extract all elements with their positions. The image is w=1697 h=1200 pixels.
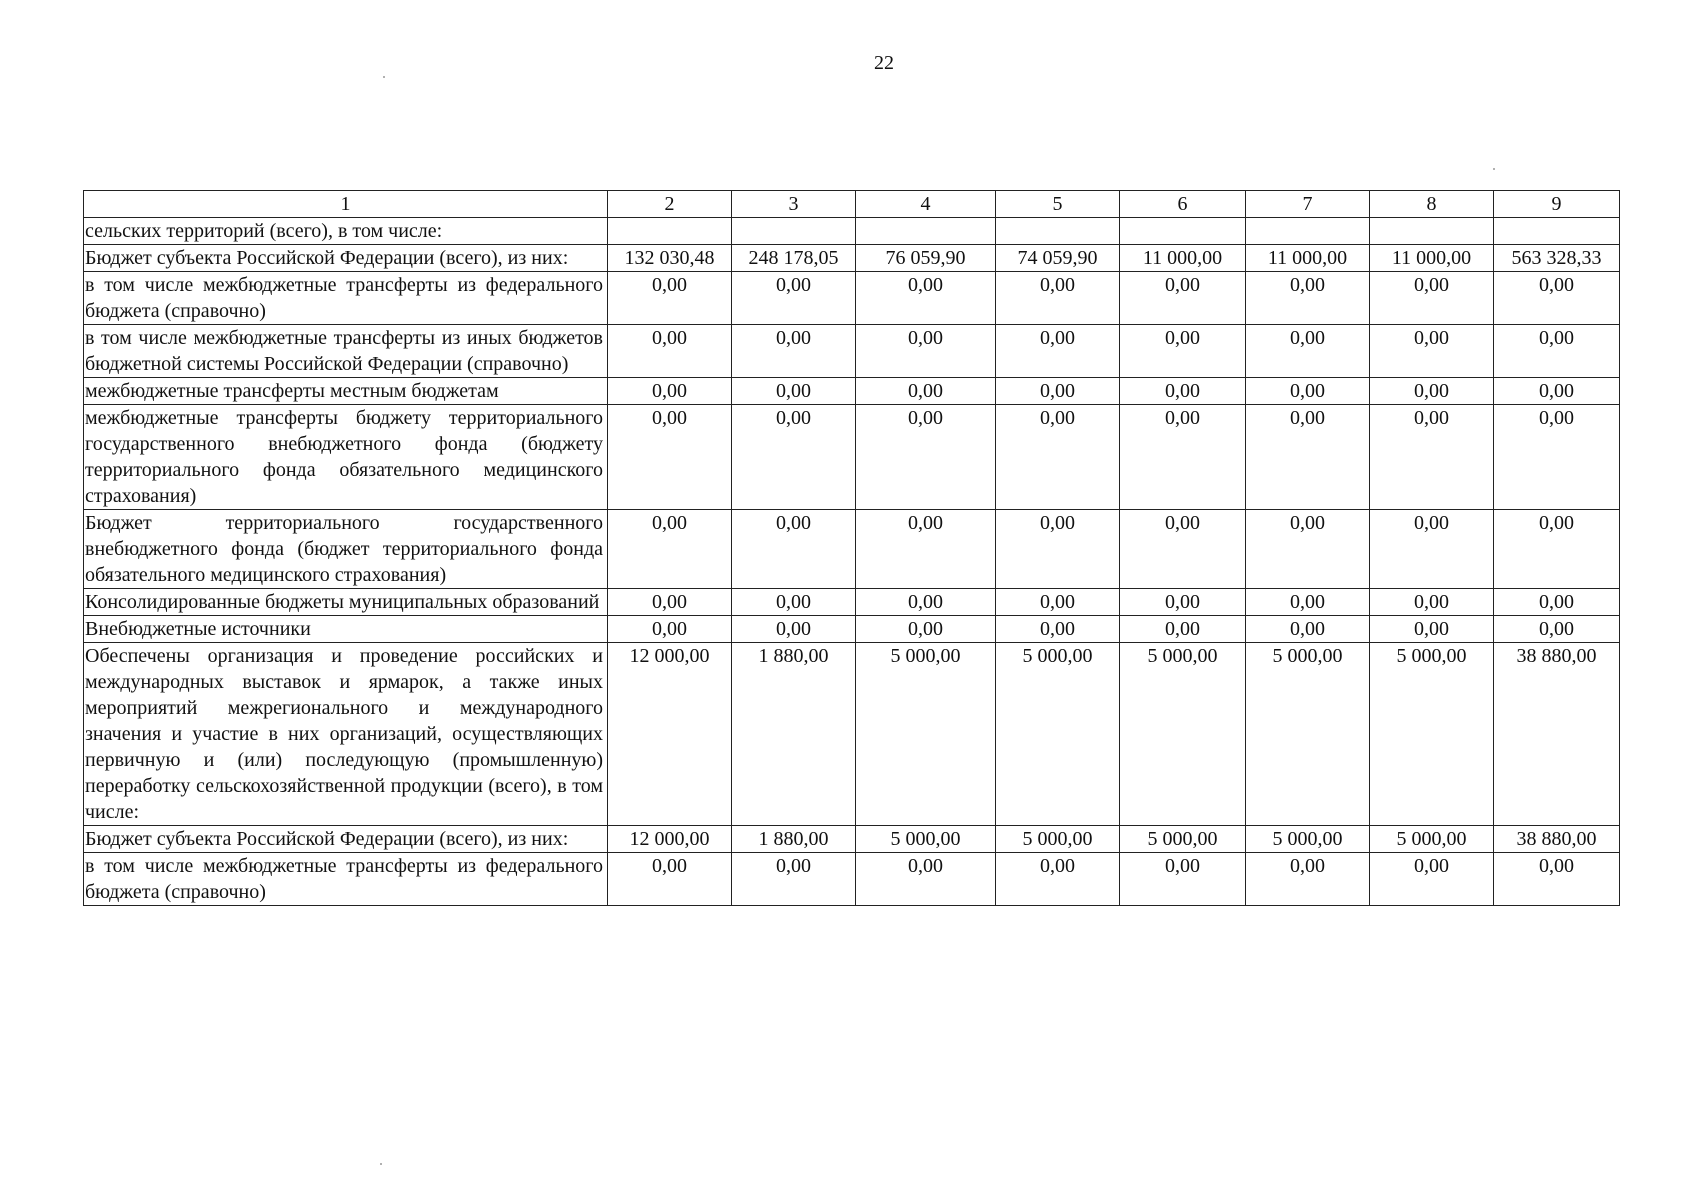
value-cell-col-4: [856, 218, 996, 245]
value-cell-col-5: 0,00: [996, 272, 1120, 325]
column-number-9: 9: [1494, 191, 1620, 218]
value-cell-col-2: 0,00: [608, 510, 732, 589]
value-cell-col-3: 248 178,05: [732, 245, 856, 272]
value-cell-col-7: 0,00: [1246, 405, 1370, 510]
value-cell-col-8: 0,00: [1370, 378, 1494, 405]
value-cell-col-6: 0,00: [1120, 853, 1246, 906]
value-cell-col-4: 0,00: [856, 589, 996, 616]
value-cell-col-6: 0,00: [1120, 405, 1246, 510]
table-row: [84, 826, 1620, 853]
value-cell-col-5: 0,00: [996, 616, 1120, 643]
column-number-1: 1: [84, 191, 608, 218]
page-number: 22: [874, 52, 894, 74]
row-label: Внебюджетные источники: [84, 616, 608, 643]
row-label: Консолидированные бюджеты муниципальных образований: [84, 589, 608, 616]
value-cell-col-6: 0,00: [1120, 272, 1246, 325]
table-row: [84, 245, 1620, 272]
value-cell-col-4: 0,00: [856, 405, 996, 510]
value-cell-col-8: 0,00: [1370, 853, 1494, 906]
value-cell-col-4: 5 000,00: [856, 826, 996, 853]
row-label: Бюджет территориального государственного внебюджетного фонда (бюджет территориального фонда обязательного медицинского страхования): [84, 510, 608, 589]
value-cell-col-3: 1 880,00: [732, 826, 856, 853]
row-label: Бюджет субъекта Российской Федерации (всего), из них:: [84, 826, 608, 853]
value-cell-col-9: 0,00: [1494, 589, 1620, 616]
value-cell-col-2: 0,00: [608, 853, 732, 906]
budget-table: [83, 190, 1620, 906]
value-cell-col-3: 0,00: [732, 510, 856, 589]
value-cell-col-8: 0,00: [1370, 272, 1494, 325]
column-number-5: 5: [996, 191, 1120, 218]
value-cell-col-9: 0,00: [1494, 405, 1620, 510]
value-cell-col-4: 5 000,00: [856, 643, 996, 826]
value-cell-col-4: 0,00: [856, 510, 996, 589]
scan-speck: [380, 1163, 382, 1165]
value-cell-col-8: 0,00: [1370, 616, 1494, 643]
value-cell-col-5: 0,00: [996, 589, 1120, 616]
value-cell-col-5: 0,00: [996, 405, 1120, 510]
column-number-8: 8: [1370, 191, 1494, 218]
value-cell-col-4: 0,00: [856, 325, 996, 378]
value-cell-col-4: 0,00: [856, 853, 996, 906]
value-cell-col-8: 0,00: [1370, 405, 1494, 510]
scan-speck: [383, 76, 385, 78]
value-cell-col-9: 0,00: [1494, 378, 1620, 405]
value-cell-col-2: 0,00: [608, 405, 732, 510]
value-cell-col-7: 5 000,00: [1246, 826, 1370, 853]
value-cell-col-2: 0,00: [608, 325, 732, 378]
value-cell-col-9: 0,00: [1494, 272, 1620, 325]
value-cell-col-5: 0,00: [996, 378, 1120, 405]
value-cell-col-2: 0,00: [608, 272, 732, 325]
table-row: [84, 378, 1620, 405]
value-cell-col-9: 563 328,33: [1494, 245, 1620, 272]
value-cell-col-7: 5 000,00: [1246, 643, 1370, 826]
value-cell-col-7: 11 000,00: [1246, 245, 1370, 272]
table-row: [84, 853, 1620, 906]
value-cell-col-7: 0,00: [1246, 616, 1370, 643]
value-cell-col-4: 0,00: [856, 378, 996, 405]
value-cell-col-6: 0,00: [1120, 378, 1246, 405]
value-cell-col-6: 0,00: [1120, 325, 1246, 378]
value-cell-col-9: 0,00: [1494, 853, 1620, 906]
value-cell-col-3: 0,00: [732, 272, 856, 325]
value-cell-col-6: 11 000,00: [1120, 245, 1246, 272]
value-cell-col-8: 0,00: [1370, 589, 1494, 616]
value-cell-col-8: [1370, 218, 1494, 245]
value-cell-col-2: 0,00: [608, 589, 732, 616]
value-cell-col-5: [996, 218, 1120, 245]
value-cell-col-9: 0,00: [1494, 325, 1620, 378]
value-cell-col-5: 74 059,90: [996, 245, 1120, 272]
value-cell-col-2: 12 000,00: [608, 826, 732, 853]
value-cell-col-5: 0,00: [996, 853, 1120, 906]
value-cell-col-9: 0,00: [1494, 616, 1620, 643]
value-cell-col-2: [608, 218, 732, 245]
value-cell-col-6: 5 000,00: [1120, 643, 1246, 826]
table-row: [84, 272, 1620, 325]
row-label: межбюджетные трансферты местным бюджетам: [84, 378, 608, 405]
value-cell-col-7: 0,00: [1246, 853, 1370, 906]
value-cell-col-5: 5 000,00: [996, 826, 1120, 853]
value-cell-col-9: 38 880,00: [1494, 826, 1620, 853]
value-cell-col-3: 0,00: [732, 325, 856, 378]
row-label: в том числе межбюджетные трансферты из федерального бюджета (справочно): [84, 853, 608, 906]
table-row: [84, 643, 1620, 826]
table-row: [84, 405, 1620, 510]
value-cell-col-6: 0,00: [1120, 616, 1246, 643]
table-row: [84, 510, 1620, 589]
value-cell-col-8: 0,00: [1370, 510, 1494, 589]
column-number-7: 7: [1246, 191, 1370, 218]
value-cell-col-9: [1494, 218, 1620, 245]
column-number-3: 3: [732, 191, 856, 218]
value-cell-col-6: [1120, 218, 1246, 245]
value-cell-col-7: 0,00: [1246, 589, 1370, 616]
row-label: сельских территорий (всего), в том числе:: [84, 218, 608, 245]
budget-table-body: [84, 191, 1620, 906]
value-cell-col-8: 0,00: [1370, 325, 1494, 378]
value-cell-col-5: 0,00: [996, 325, 1120, 378]
value-cell-col-7: 0,00: [1246, 272, 1370, 325]
value-cell-col-9: 0,00: [1494, 510, 1620, 589]
value-cell-col-2: 12 000,00: [608, 643, 732, 826]
value-cell-col-9: 38 880,00: [1494, 643, 1620, 826]
column-number-4: 4: [856, 191, 996, 218]
value-cell-col-7: 0,00: [1246, 325, 1370, 378]
table-row: [84, 616, 1620, 643]
row-label: Обеспечены организация и проведение российских и международных выставок и ярмарок, а также иных мероприятий межрегионального и международного значения и участие в них организаций, осуществляющих первичную и (или) последующую (промышленную) переработку сельскохозяйственной продукции (всего), в том числе:: [84, 643, 608, 826]
scan-speck: [1493, 168, 1495, 170]
value-cell-col-4: 0,00: [856, 272, 996, 325]
row-label: Бюджет субъекта Российской Федерации (всего), из них:: [84, 245, 608, 272]
value-cell-col-4: 76 059,90: [856, 245, 996, 272]
row-label: в том числе межбюджетные трансферты из иных бюджетов бюджетной системы Российской Федерации (справочно): [84, 325, 608, 378]
column-number-2: 2: [608, 191, 732, 218]
row-label: межбюджетные трансферты бюджету территориального государственного внебюджетного фонда (бюджету территориального фонда обязательного медицинского страхования): [84, 405, 608, 510]
value-cell-col-6: 0,00: [1120, 510, 1246, 589]
value-cell-col-3: 0,00: [732, 378, 856, 405]
value-cell-col-4: 0,00: [856, 616, 996, 643]
table-row: [84, 589, 1620, 616]
value-cell-col-5: 5 000,00: [996, 643, 1120, 826]
value-cell-col-8: 11 000,00: [1370, 245, 1494, 272]
value-cell-col-3: 0,00: [732, 589, 856, 616]
value-cell-col-6: 5 000,00: [1120, 826, 1246, 853]
value-cell-col-3: 1 880,00: [732, 643, 856, 826]
value-cell-col-3: 0,00: [732, 405, 856, 510]
value-cell-col-2: 132 030,48: [608, 245, 732, 272]
value-cell-col-2: 0,00: [608, 378, 732, 405]
value-cell-col-7: 0,00: [1246, 378, 1370, 405]
value-cell-col-8: 5 000,00: [1370, 826, 1494, 853]
value-cell-col-2: 0,00: [608, 616, 732, 643]
row-label: в том числе межбюджетные трансферты из федерального бюджета (справочно): [84, 272, 608, 325]
value-cell-col-3: [732, 218, 856, 245]
value-cell-col-8: 5 000,00: [1370, 643, 1494, 826]
value-cell-col-6: 0,00: [1120, 589, 1246, 616]
value-cell-col-3: 0,00: [732, 616, 856, 643]
value-cell-col-3: 0,00: [732, 853, 856, 906]
value-cell-col-5: 0,00: [996, 510, 1120, 589]
value-cell-col-7: [1246, 218, 1370, 245]
table-header-row: [84, 191, 1620, 218]
table-row: [84, 325, 1620, 378]
table-row: [84, 218, 1620, 245]
column-number-6: 6: [1120, 191, 1246, 218]
value-cell-col-7: 0,00: [1246, 510, 1370, 589]
